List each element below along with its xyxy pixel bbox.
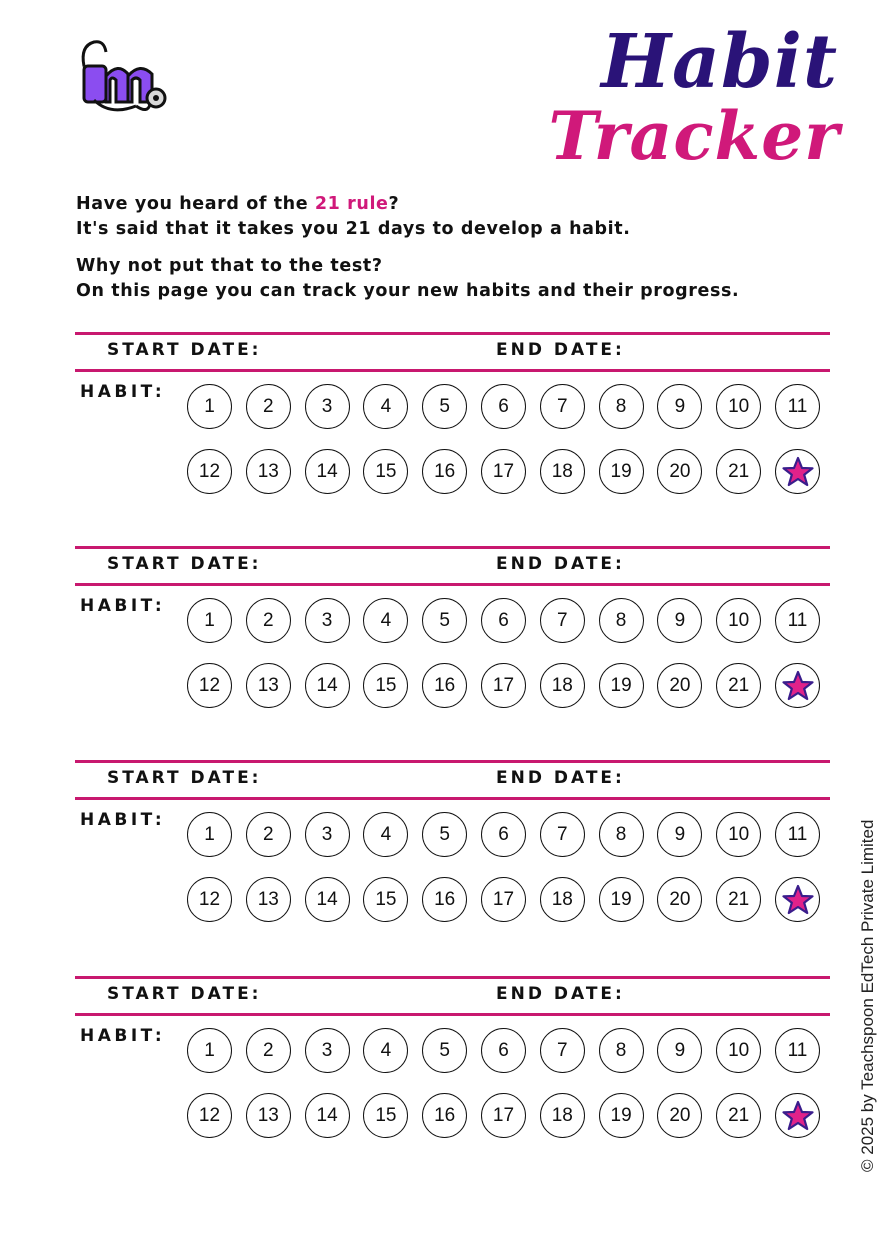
day-circle[interactable] bbox=[657, 1093, 702, 1138]
day-number: 10 bbox=[728, 823, 750, 845]
divider-line bbox=[75, 1013, 830, 1016]
day-circle[interactable] bbox=[422, 384, 467, 429]
day-number: 19 bbox=[610, 460, 632, 482]
day-number: 11 bbox=[787, 1039, 808, 1061]
day-number: 19 bbox=[610, 1104, 632, 1126]
day-circle[interactable] bbox=[716, 812, 761, 857]
day-circle[interactable] bbox=[246, 598, 291, 643]
day-circle[interactable] bbox=[187, 449, 232, 494]
day-number: 2 bbox=[263, 823, 274, 845]
day-number: 6 bbox=[498, 1039, 509, 1061]
day-circle-grid bbox=[187, 598, 827, 728]
day-circle[interactable] bbox=[422, 449, 467, 494]
day-circle[interactable] bbox=[540, 598, 585, 643]
day-circle[interactable] bbox=[540, 384, 585, 429]
day-number: 9 bbox=[674, 823, 686, 845]
day-circle[interactable] bbox=[540, 812, 585, 857]
day-number: 5 bbox=[439, 823, 450, 845]
day-number: 4 bbox=[380, 823, 392, 845]
day-number: 13 bbox=[257, 460, 279, 482]
day-circle[interactable] bbox=[422, 598, 467, 643]
day-number: 2 bbox=[263, 395, 274, 417]
brand-logo bbox=[70, 36, 174, 124]
day-circle[interactable] bbox=[481, 663, 526, 708]
tracker-section bbox=[75, 546, 830, 726]
day-circle[interactable] bbox=[363, 877, 408, 922]
day-number: 15 bbox=[375, 460, 397, 482]
day-circle[interactable] bbox=[305, 449, 350, 494]
tracker-section bbox=[75, 332, 830, 512]
day-circle[interactable] bbox=[422, 1093, 467, 1138]
day-number: 7 bbox=[557, 1039, 568, 1061]
day-number: 5 bbox=[439, 1039, 450, 1061]
day-number: 12 bbox=[198, 1104, 221, 1126]
day-number: 11 bbox=[787, 609, 808, 631]
intro-text: ? bbox=[388, 194, 400, 214]
day-circle[interactable] bbox=[599, 449, 644, 494]
end-date-label: END DATE: bbox=[496, 340, 625, 360]
day-circle[interactable] bbox=[657, 384, 702, 429]
day-number: 12 bbox=[198, 460, 221, 482]
copyright-notice: © 2025 by Teachspoon EdTech Private Limited bbox=[858, 819, 877, 1172]
day-row bbox=[187, 877, 827, 942]
day-circle[interactable] bbox=[422, 812, 467, 857]
day-number: 8 bbox=[615, 609, 627, 631]
day-number: 8 bbox=[615, 1039, 627, 1061]
day-number: 17 bbox=[492, 888, 515, 910]
day-number: 12 bbox=[198, 674, 221, 696]
star-icon bbox=[782, 1100, 814, 1132]
intro-text: Have you heard of the bbox=[76, 194, 315, 214]
day-circle[interactable] bbox=[481, 812, 526, 857]
day-circle[interactable] bbox=[305, 1028, 350, 1073]
day-circle[interactable] bbox=[187, 1093, 232, 1138]
day-number: 16 bbox=[434, 674, 456, 696]
day-number: 1 bbox=[204, 1039, 215, 1061]
day-circle[interactable] bbox=[657, 663, 702, 708]
day-number: 21 bbox=[728, 674, 750, 696]
day-number: 17 bbox=[492, 460, 515, 482]
intro-paragraph-1 bbox=[76, 192, 796, 242]
day-circle[interactable] bbox=[657, 812, 702, 857]
day-circle[interactable] bbox=[599, 598, 644, 643]
star-icon bbox=[782, 884, 814, 916]
intro-text: It's said that it takes you 21 days to develop a habit. bbox=[76, 219, 631, 239]
start-date-label: START DATE: bbox=[107, 768, 262, 788]
goal-star-circle[interactable] bbox=[775, 1093, 820, 1138]
day-number: 14 bbox=[316, 888, 338, 910]
intro-text: Why not put that to the test? bbox=[76, 256, 383, 276]
day-circle[interactable] bbox=[716, 598, 761, 643]
day-number: 19 bbox=[610, 888, 632, 910]
day-circle[interactable] bbox=[775, 1028, 820, 1073]
day-circle[interactable] bbox=[599, 1028, 644, 1073]
day-circle[interactable] bbox=[187, 598, 232, 643]
intro-paragraph-2 bbox=[76, 254, 796, 304]
day-row bbox=[187, 812, 827, 877]
day-circle-grid bbox=[187, 812, 827, 942]
divider-line bbox=[75, 583, 830, 586]
tracker-section bbox=[75, 976, 830, 1156]
day-circle[interactable] bbox=[657, 1028, 702, 1073]
habit-label: HABIT: bbox=[80, 1026, 166, 1046]
day-number: 7 bbox=[557, 395, 568, 417]
title-tracker: Tracker bbox=[548, 97, 840, 175]
day-circle[interactable] bbox=[481, 384, 526, 429]
goal-star-circle[interactable] bbox=[775, 877, 820, 922]
day-circle[interactable] bbox=[305, 812, 350, 857]
divider-line bbox=[75, 976, 830, 979]
day-circle[interactable] bbox=[775, 598, 820, 643]
divider-line bbox=[75, 797, 830, 800]
day-circle[interactable] bbox=[305, 663, 350, 708]
day-number: 4 bbox=[380, 395, 392, 417]
day-circle[interactable] bbox=[422, 663, 467, 708]
day-circle[interactable] bbox=[657, 877, 702, 922]
day-circle[interactable] bbox=[775, 384, 820, 429]
day-circle[interactable] bbox=[599, 1093, 644, 1138]
day-number: 2 bbox=[263, 609, 274, 631]
day-number: 19 bbox=[610, 674, 632, 696]
day-number: 14 bbox=[316, 1104, 338, 1126]
end-date-label: END DATE: bbox=[496, 984, 625, 1004]
day-number: 15 bbox=[375, 674, 397, 696]
day-circle[interactable] bbox=[422, 877, 467, 922]
tracker-section bbox=[75, 760, 830, 940]
day-row bbox=[187, 598, 827, 663]
day-number: 3 bbox=[321, 395, 333, 417]
day-number: 10 bbox=[728, 609, 750, 631]
habit-label: HABIT: bbox=[80, 596, 166, 616]
day-circle[interactable] bbox=[599, 663, 644, 708]
day-circle[interactable] bbox=[657, 598, 702, 643]
day-circle[interactable] bbox=[716, 877, 761, 922]
day-number: 6 bbox=[498, 609, 509, 631]
day-row bbox=[187, 1093, 827, 1158]
day-circle[interactable] bbox=[481, 598, 526, 643]
day-circle[interactable] bbox=[305, 1093, 350, 1138]
day-number: 1 bbox=[204, 823, 215, 845]
start-date-label: START DATE: bbox=[107, 554, 262, 574]
star-icon bbox=[782, 670, 814, 702]
day-circle[interactable] bbox=[599, 384, 644, 429]
day-number: 18 bbox=[551, 674, 573, 696]
day-circle[interactable] bbox=[481, 1093, 526, 1138]
day-circle[interactable] bbox=[599, 877, 644, 922]
day-number: 20 bbox=[669, 674, 691, 696]
day-circle[interactable] bbox=[363, 1028, 408, 1073]
day-circle[interactable] bbox=[363, 598, 408, 643]
day-number: 13 bbox=[257, 888, 279, 910]
day-circle[interactable] bbox=[716, 1028, 761, 1073]
day-number: 8 bbox=[615, 823, 627, 845]
day-number: 9 bbox=[674, 609, 686, 631]
divider-line bbox=[75, 546, 830, 549]
day-number: 5 bbox=[439, 395, 450, 417]
day-number: 21 bbox=[728, 460, 750, 482]
day-circle[interactable] bbox=[187, 663, 232, 708]
day-circle[interactable] bbox=[716, 384, 761, 429]
day-number: 16 bbox=[434, 460, 456, 482]
day-circle[interactable] bbox=[540, 877, 585, 922]
day-number: 21 bbox=[728, 888, 750, 910]
habit-label: HABIT: bbox=[80, 810, 166, 830]
day-circle[interactable] bbox=[422, 1028, 467, 1073]
day-number: 13 bbox=[257, 674, 279, 696]
day-number: 18 bbox=[551, 888, 573, 910]
day-number: 3 bbox=[321, 1039, 333, 1061]
day-circle[interactable] bbox=[187, 1028, 232, 1073]
intro-text: On this page you can track your new habits and their progress. bbox=[76, 281, 740, 301]
start-date-label: START DATE: bbox=[107, 340, 262, 360]
day-circle[interactable] bbox=[363, 1093, 408, 1138]
day-circle[interactable] bbox=[305, 598, 350, 643]
day-circle[interactable] bbox=[481, 1028, 526, 1073]
day-number: 21 bbox=[728, 1104, 750, 1126]
day-circle[interactable] bbox=[716, 1093, 761, 1138]
day-row bbox=[187, 1028, 827, 1093]
day-circle[interactable] bbox=[246, 384, 291, 429]
day-circle[interactable] bbox=[187, 812, 232, 857]
day-row bbox=[187, 449, 827, 514]
goal-star-circle[interactable] bbox=[775, 663, 820, 708]
habit-label: HABIT: bbox=[80, 382, 166, 402]
day-number: 13 bbox=[257, 1104, 279, 1126]
day-number: 1 bbox=[204, 609, 215, 631]
goal-star-circle[interactable] bbox=[775, 449, 820, 494]
day-circle[interactable] bbox=[540, 449, 585, 494]
day-number: 2 bbox=[263, 1039, 274, 1061]
day-circle[interactable] bbox=[187, 384, 232, 429]
day-circle[interactable] bbox=[657, 449, 702, 494]
day-number: 6 bbox=[498, 395, 509, 417]
day-number: 18 bbox=[551, 1104, 573, 1126]
day-circle[interactable] bbox=[363, 812, 408, 857]
day-circle[interactable] bbox=[363, 663, 408, 708]
day-number: 8 bbox=[615, 395, 627, 417]
day-number: 11 bbox=[787, 395, 808, 417]
day-circle[interactable] bbox=[716, 663, 761, 708]
day-circle[interactable] bbox=[246, 449, 291, 494]
day-circle[interactable] bbox=[363, 384, 408, 429]
day-circle[interactable] bbox=[305, 877, 350, 922]
end-date-label: END DATE: bbox=[496, 768, 625, 788]
start-date-label: START DATE: bbox=[107, 984, 262, 1004]
day-number: 11 bbox=[787, 823, 808, 845]
day-number: 20 bbox=[669, 1104, 691, 1126]
day-number: 20 bbox=[669, 460, 691, 482]
day-circle[interactable] bbox=[363, 449, 408, 494]
divider-line bbox=[75, 369, 830, 372]
day-number: 9 bbox=[674, 1039, 686, 1061]
rule-highlight: 21 rule bbox=[314, 194, 389, 214]
day-number: 9 bbox=[674, 395, 686, 417]
day-number: 17 bbox=[492, 674, 515, 696]
day-circle[interactable] bbox=[246, 877, 291, 922]
day-number: 7 bbox=[557, 609, 568, 631]
divider-line bbox=[75, 332, 830, 335]
day-number: 20 bbox=[669, 888, 691, 910]
day-number: 17 bbox=[492, 1104, 515, 1126]
day-circle[interactable] bbox=[540, 1028, 585, 1073]
day-number: 6 bbox=[498, 823, 509, 845]
day-number: 15 bbox=[375, 888, 397, 910]
day-number: 12 bbox=[198, 888, 221, 910]
day-circle[interactable] bbox=[540, 1093, 585, 1138]
day-number: 14 bbox=[316, 674, 338, 696]
day-number: 4 bbox=[380, 1039, 392, 1061]
day-circle[interactable] bbox=[246, 1093, 291, 1138]
day-number: 16 bbox=[434, 888, 456, 910]
day-circle[interactable] bbox=[305, 384, 350, 429]
day-circle[interactable] bbox=[246, 1028, 291, 1073]
day-row bbox=[187, 384, 827, 449]
day-number: 7 bbox=[557, 823, 568, 845]
day-circle[interactable] bbox=[716, 449, 761, 494]
day-number: 10 bbox=[728, 1039, 750, 1061]
day-number: 3 bbox=[321, 823, 333, 845]
day-circle[interactable] bbox=[775, 812, 820, 857]
day-number: 15 bbox=[375, 1104, 397, 1126]
end-date-label: END DATE: bbox=[496, 554, 625, 574]
day-number: 18 bbox=[551, 460, 573, 482]
day-number: 4 bbox=[380, 609, 392, 631]
day-circle[interactable] bbox=[540, 663, 585, 708]
day-number: 5 bbox=[439, 609, 450, 631]
day-circle[interactable] bbox=[481, 449, 526, 494]
day-number: 3 bbox=[321, 609, 333, 631]
day-circle[interactable] bbox=[599, 812, 644, 857]
divider-line bbox=[75, 760, 830, 763]
day-number: 16 bbox=[434, 1104, 456, 1126]
day-number: 1 bbox=[204, 395, 215, 417]
day-circle[interactable] bbox=[187, 877, 232, 922]
title-habit: Habit bbox=[601, 19, 838, 105]
day-number: 10 bbox=[728, 395, 750, 417]
star-icon bbox=[782, 456, 814, 488]
day-row bbox=[187, 663, 827, 728]
day-circle-grid bbox=[187, 1028, 827, 1158]
day-circle[interactable] bbox=[481, 877, 526, 922]
day-circle-grid bbox=[187, 384, 827, 514]
day-circle[interactable] bbox=[246, 663, 291, 708]
day-circle[interactable] bbox=[246, 812, 291, 857]
day-number: 14 bbox=[316, 460, 338, 482]
